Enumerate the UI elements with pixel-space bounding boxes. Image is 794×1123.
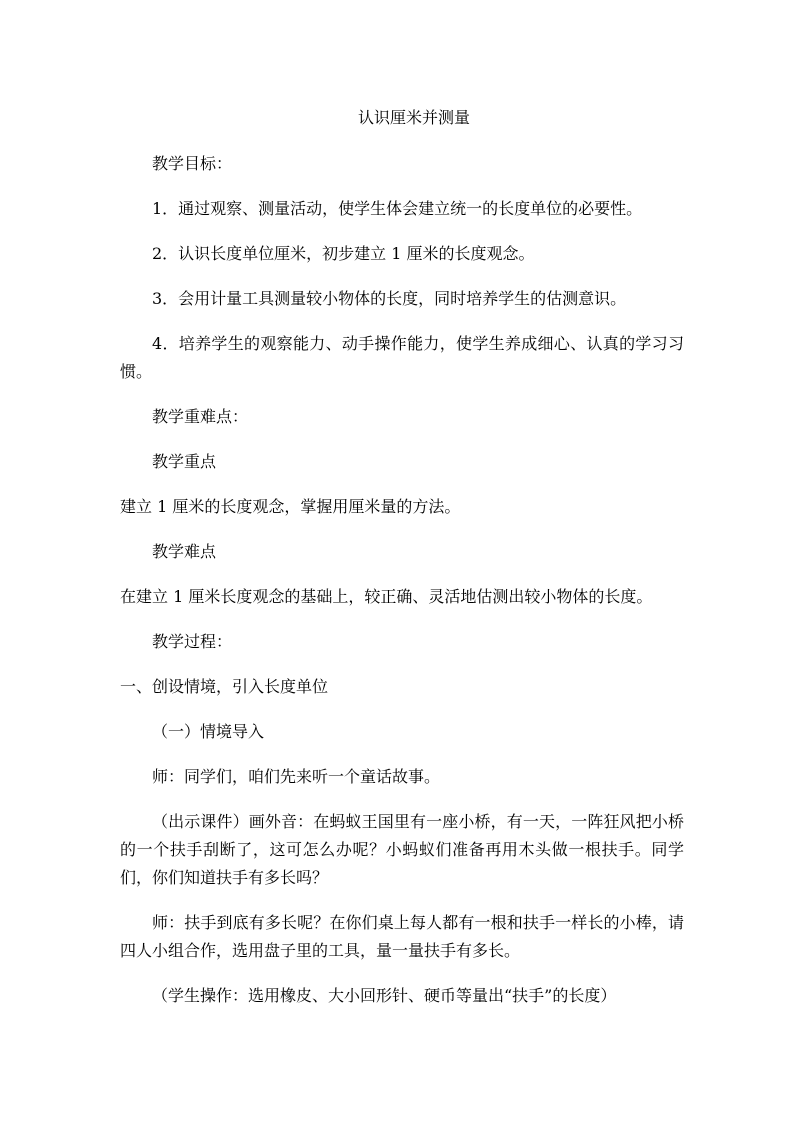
difficult-points-text: 在建立 1 厘米长度观念的基础上，较正确、灵活地估测出较小物体的长度。	[120, 587, 653, 606]
section-heading: 一、创设情境，引入长度单位	[120, 677, 329, 696]
document-title: 认识厘米并测量	[357, 108, 470, 127]
courseware-narration: （出示课件）画外音：在蚂蚁王国里有一座小桥，有一天，一阵狂风把小桥的一个扶手刮断了，这可怎么办呢？小蚂蚁们准备再用木头做一根扶手。同学们，你们知道扶手有多长吗？	[120, 812, 684, 887]
subsection-heading: （一）情境导入	[152, 722, 265, 741]
objectives-heading: 教学目标：	[152, 154, 233, 173]
teacher-line: 师：同学们，咱们先来听一个童话故事。	[152, 767, 441, 786]
key-points-text: 建立 1 厘米的长度观念，掌握用厘米量的方法。	[120, 497, 461, 516]
objective-item: 1．通过观察、测量活动，使学生体会建立统一的长度单位的必要性。	[152, 199, 643, 218]
student-operation: （学生操作：选用橡皮、大小回形针、硬币等量出“扶手”的长度）	[152, 986, 617, 1005]
objective-item: 3．会用计量工具测量较小物体的长度，同时培养学生的估测意识。	[152, 289, 627, 308]
objective-item: 4．培养学生的观察能力、动手操作能力，使学生养成细心、认真的学习习惯。	[120, 334, 684, 381]
process-heading: 教学过程：	[152, 632, 233, 651]
key-difficult-heading: 教学重难点：	[152, 407, 249, 426]
objective-item: 2．认识长度单位厘米，初步建立 1 厘米的长度观念。	[152, 244, 535, 263]
key-points-heading: 教学重点	[152, 452, 217, 471]
document-body	[120, 104, 684, 1027]
difficult-points-heading: 教学难点	[152, 542, 217, 561]
teacher-line: 师：扶手到底有多长呢？在你们桌上每人都有一根和扶手一样长的小棒，请四人小组合作，选用盘子里的工具，量一量扶手有多长。	[120, 913, 684, 960]
